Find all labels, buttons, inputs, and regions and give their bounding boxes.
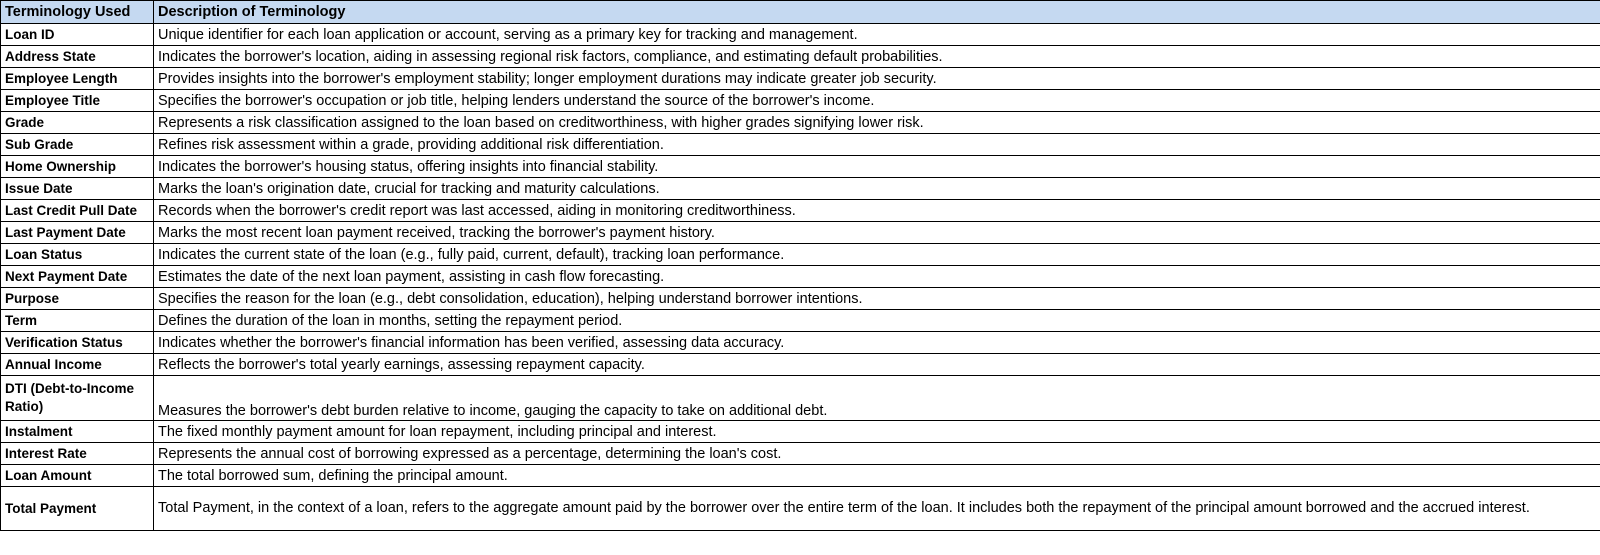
description-cell: Represents a risk classification assigned to the loan based on creditworthiness, with higher grades signifying lower risk.	[154, 112, 1600, 134]
description-cell: The total borrowed sum, defining the principal amount.	[154, 465, 1600, 487]
description-cell: Marks the most recent loan payment received, tracking the borrower's payment history.	[154, 222, 1600, 244]
table-row	[1, 156, 1600, 178]
description-cell: Reflects the borrower's total yearly earnings, assessing repayment capacity.	[154, 354, 1600, 376]
header-term: Terminology Used	[1, 1, 154, 24]
term-cell: Last Credit Pull Date	[1, 200, 154, 222]
term-cell: Address State	[1, 46, 154, 68]
table-row	[1, 288, 1600, 310]
term-cell: Grade	[1, 112, 154, 134]
description-cell: Measures the borrower's debt burden relative to income, gauging the capacity to take on additional debt.	[154, 376, 1600, 421]
description-cell: Indicates the borrower's housing status, offering insights into financial stability.	[154, 156, 1600, 178]
term-cell: Term	[1, 310, 154, 332]
table-row	[1, 46, 1600, 68]
table-row	[1, 178, 1600, 200]
table-row	[1, 200, 1600, 222]
description-cell: Marks the loan's origination date, crucial for tracking and maturity calculations.	[154, 178, 1600, 200]
table-row	[1, 222, 1600, 244]
table-row	[1, 487, 1600, 531]
description-cell: Provides insights into the borrower's employment stability; longer employment durations may indicate greater job security.	[154, 68, 1600, 90]
table-row	[1, 332, 1600, 354]
description-cell: Refines risk assessment within a grade, providing additional risk differentiation.	[154, 134, 1600, 156]
table-row	[1, 134, 1600, 156]
term-cell: Total Payment	[1, 487, 154, 531]
header-description: Description of Terminology	[154, 1, 1600, 24]
term-cell: Last Payment Date	[1, 222, 154, 244]
description-cell: Specifies the borrower's occupation or job title, helping lenders understand the source of the borrower's income.	[154, 90, 1600, 112]
table-row	[1, 354, 1600, 376]
table-row	[1, 244, 1600, 266]
table-row	[1, 24, 1600, 46]
description-cell: Unique identifier for each loan application or account, serving as a primary key for tracking and management.	[154, 24, 1600, 46]
table-row	[1, 376, 1600, 421]
description-cell: Total Payment, in the context of a loan, refers to the aggregate amount paid by the borrower over the entire term of the loan. It includes both the repayment of the principal amount borrowed and the accrued interest.	[154, 487, 1600, 531]
term-cell: Issue Date	[1, 178, 154, 200]
term-cell: DTI (Debt-to-Income Ratio)	[1, 376, 154, 421]
table-row	[1, 90, 1600, 112]
table-row	[1, 68, 1600, 90]
description-cell: Indicates the borrower's location, aiding in assessing regional risk factors, compliance, and estimating default probabilities.	[154, 46, 1600, 68]
header-row	[1, 1, 1600, 24]
description-cell: Indicates whether the borrower's financial information has been verified, assessing data accuracy.	[154, 332, 1600, 354]
description-cell: Indicates the current state of the loan (e.g., fully paid, current, default), tracking loan performance.	[154, 244, 1600, 266]
term-cell: Home Ownership	[1, 156, 154, 178]
table-row	[1, 112, 1600, 134]
term-cell: Interest Rate	[1, 443, 154, 465]
term-cell: Instalment	[1, 421, 154, 443]
term-cell: Loan Status	[1, 244, 154, 266]
term-cell: Loan ID	[1, 24, 154, 46]
term-cell: Purpose	[1, 288, 154, 310]
table-row	[1, 443, 1600, 465]
description-cell: Estimates the date of the next loan payment, assisting in cash flow forecasting.	[154, 266, 1600, 288]
description-cell: Represents the annual cost of borrowing expressed as a percentage, determining the loan's cost.	[154, 443, 1600, 465]
term-cell: Loan Amount	[1, 465, 154, 487]
term-cell: Next Payment Date	[1, 266, 154, 288]
term-cell: Annual Income	[1, 354, 154, 376]
description-cell: Records when the borrower's credit report was last accessed, aiding in monitoring creditworthiness.	[154, 200, 1600, 222]
table-row	[1, 310, 1600, 332]
description-cell: The fixed monthly payment amount for loan repayment, including principal and interest.	[154, 421, 1600, 443]
table-row	[1, 266, 1600, 288]
term-cell: Verification Status	[1, 332, 154, 354]
table-row	[1, 465, 1600, 487]
term-cell: Employee Length	[1, 68, 154, 90]
term-cell: Employee Title	[1, 90, 154, 112]
table-row	[1, 421, 1600, 443]
description-cell: Defines the duration of the loan in months, setting the repayment period.	[154, 310, 1600, 332]
description-cell: Specifies the reason for the loan (e.g., debt consolidation, education), helping understand borrower intentions.	[154, 288, 1600, 310]
term-cell: Sub Grade	[1, 134, 154, 156]
